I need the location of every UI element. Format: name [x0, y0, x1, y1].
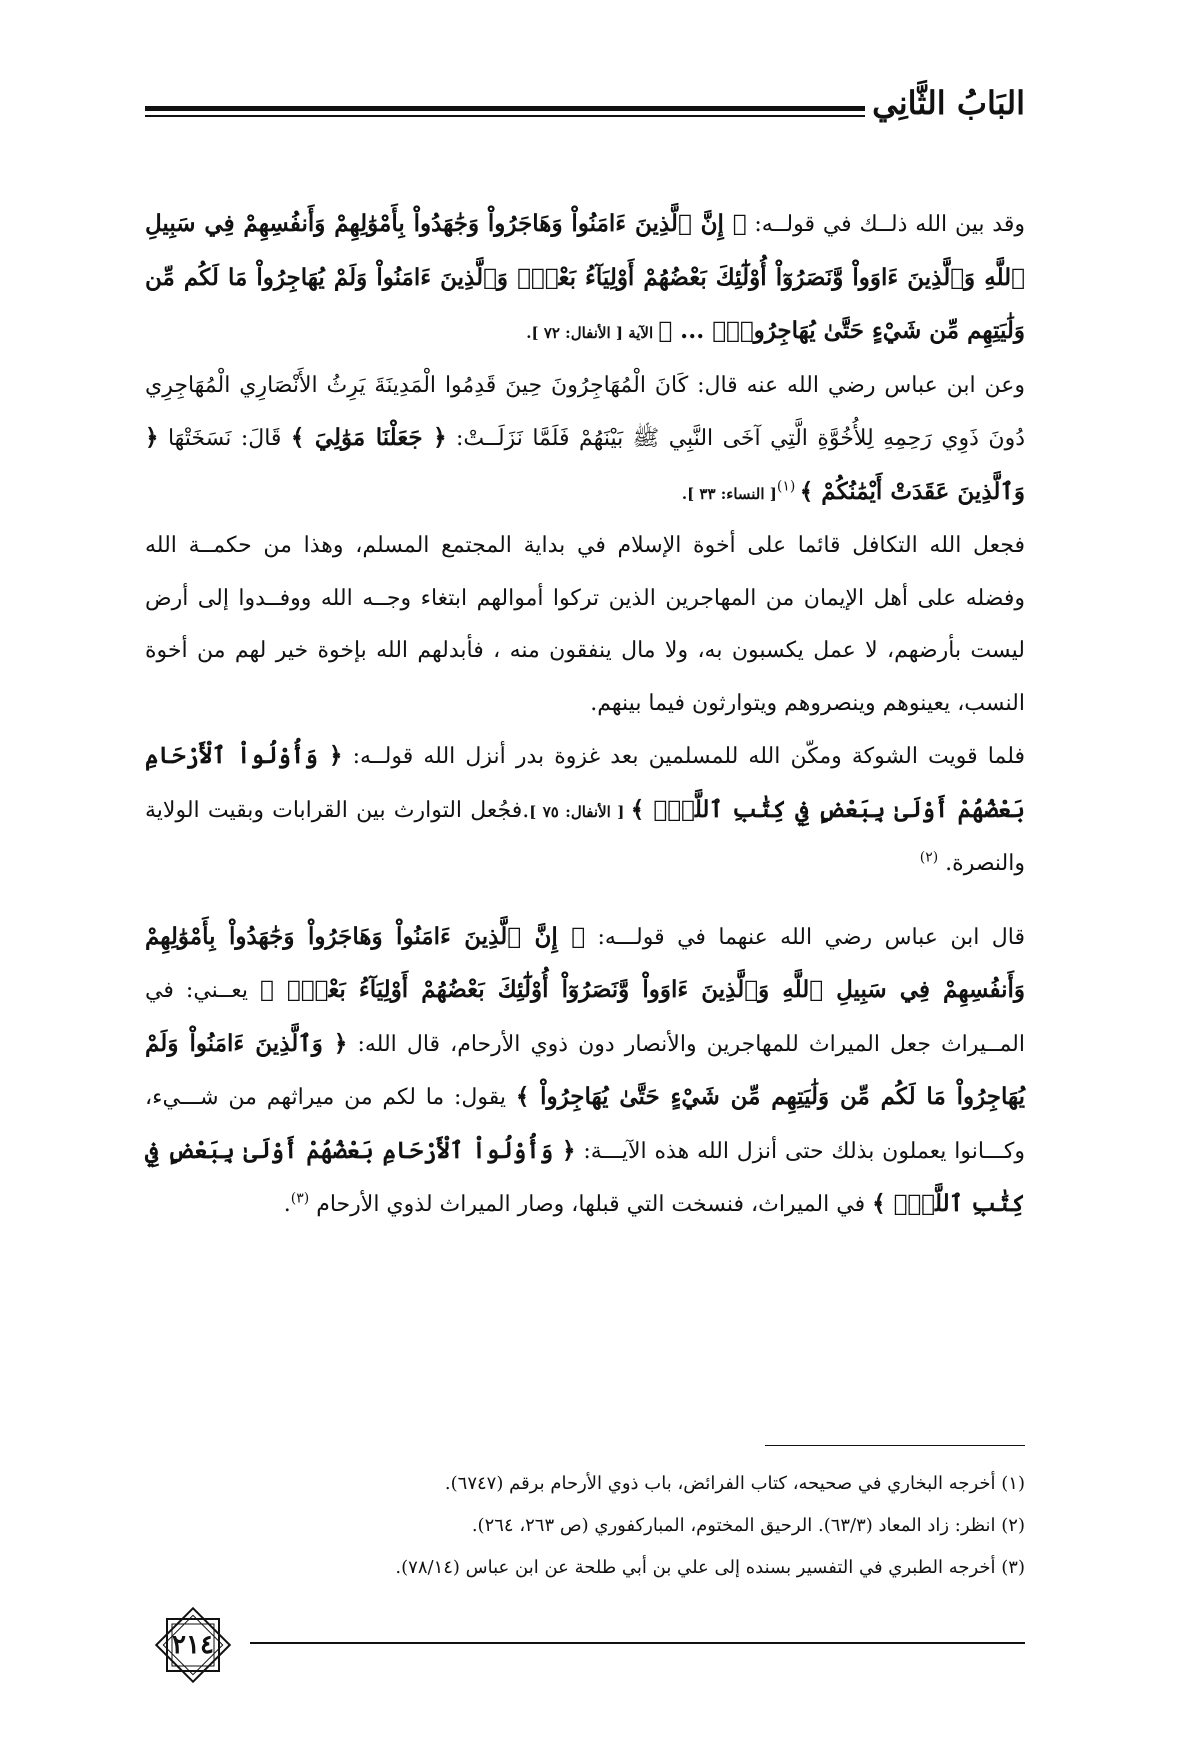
quran-verse: ﴿ وَٱلَّذِينَ عَقَدَتْ أَيْمَٰنُكُمْ ﴾ — [145, 424, 1025, 505]
text-run: فجعل الله التكافل قائما على أخوة الإسلام في بداية المجتمع المسلم، وهذا من حكمــة الله وفضله على أهل الإيمان من المهاجرين الذين تركوا أموالهم ابتغاء وجــه الله ووفــدوا إلى أرض ليست بأرضهم، لا عمل يكسبون به، ولا مال ينفقون منه ، فأبدلهم الله بإخوة خير لهم من أخوة النسب، يعينوهم وينصروهم ويتوارثون فيما بينهم. — [145, 533, 1025, 716]
paragraph-2 — [145, 360, 1025, 521]
chapter-title: البَابُ الثَّانِي — [872, 84, 1025, 122]
footnote-marker: (٣) — [290, 1190, 310, 1207]
page-header — [145, 78, 1025, 138]
page-number-badge — [148, 1600, 238, 1690]
quran-verse: ﴿ وَأُوْلُواْ ٱلْأَرْحَامِ بَعْضُهُمْ أَوْلَىٰ بِبَعْضٍ فِي كِتَٰبِ ٱللَّهِۗ ﴾ — [145, 742, 1025, 823]
text-run: في الميراث، فنسخت التي قبلها، وصار الميراث لذوي الأرحام — [309, 1192, 873, 1217]
footnote-separator — [765, 1445, 1025, 1446]
footnote-2: (٢) انظر: زاد المعاد (٦٣/٣). الرحيق المختوم، المباركفوري (ص ٢٦٣، ٢٦٤). — [471, 1515, 1025, 1536]
verse-reference: الآية [ الأنفال: ٧٢ ]. — [526, 324, 659, 342]
quran-verse: ﴿ جَعَلْنَا مَوَٰلِيَ ﴾ — [290, 424, 447, 451]
paragraph-1 — [145, 198, 1025, 360]
paragraph-5 — [145, 911, 1025, 1232]
main-text — [145, 198, 1025, 1232]
header-rule-thin — [145, 115, 865, 117]
quran-verse: ﴿ وَٱلَّذِينَ ءَامَنُواْ وَلَمْ يُهَاجِرُواْ مَا لَكُم مِّن وَلَٰيَتِهِم مِّن شَيْءٍ حَتَّىٰ يُهَاجِرُواْ ﴾ — [145, 1029, 1025, 1110]
text-run: قال ابن عباس رضي الله عنهما في قولـــه: — [585, 924, 1025, 950]
footnotes — [145, 1463, 1025, 1589]
text-run: .فجُعل التوارث بين القرابات وبقيت الولاية والنصرة. — [145, 797, 1025, 876]
quran-verse: ﴿ وَأُوْلُواْ ٱلْأَرْحَامِ بَعْضُهُمْ أَوْلَىٰ بِبَعْضٍ فِي كِتَٰبِ ٱللَّهِۗ ﴾ — [145, 1136, 1025, 1217]
text-run: قَالَ: نَسَخَتْهَا — [158, 426, 291, 451]
paragraph-4 — [145, 730, 1025, 891]
text-run: . — [283, 1192, 291, 1217]
verse-reference: [ النساء: ٣٣ ]. — [681, 484, 777, 503]
text-run: وقد بين الله ذلــك في قولــه: — [746, 212, 1025, 237]
paragraph-3 — [145, 520, 1025, 730]
page-number: ٢١٤ — [172, 1630, 214, 1660]
text-run: وعن ابن عباس رضي الله عنه قال: كَانَ الْمُهَاجِرُونَ حِينَ قَدِمُوا الْمَدِينَةَ يَرِثُ الأَنْصَارِي الْمُهَاجِرِي دُونَ ذَوِي رَحِمِهِ لِلأُخُوَّةِ الَّتِي آخَى النَّبِي ﷺ بَيْنَهُمْ فَلَمَّا نَزَلَــتْ: — [145, 372, 1026, 451]
footnote-marker: (٢) — [919, 849, 939, 866]
footnote-1: (١) أخرجه البخاري في صحيحه، كتاب الفرائض، باب ذوي الأرحام برقم (٦٧٤٧). — [444, 1473, 1025, 1494]
verse-reference: [ الأنفال: ٧٥ ] — [529, 802, 631, 821]
header-rule-thick — [145, 106, 865, 111]
footnote-3: (٣) أخرجه الطبري في التفسير بسنده إلى علي بن أبي طلحة عن ابن عباس (٧٨/١٤). — [395, 1557, 1025, 1578]
text-run: فلما قويت الشوكة ومكّن الله للمسلمين بعد غزوة بدر أنزل الله قولــه: — [342, 744, 1026, 769]
footnote-marker: (١) — [776, 478, 800, 495]
text-run: يعــني: في المــيراث جعل الميراث للمهاجرين والأنصار دون ذوي الأرحام، قال الله: — [145, 978, 1025, 1057]
quran-verse: ﴿ إِنَّ ٱلَّذِينَ ءَامَنُواْ وَهَاجَرُواْ وَجَٰهَدُواْ بِأَمْوَٰلِهِمْ وَأَنفُسِهِمْ فِي سَبِيلِ ٱللَّهِ وَٱلَّذِينَ ءَاوَواْ وَّنَصَرُوٓاْ أُوْلَٰٓئِكَ بَعْضُهُمْ أَوْلِيَآءُ بَعْضٍۚ ﴾ — [145, 922, 1025, 1003]
quran-verse: ﴿ إِنَّ ٱلَّذِينَ ءَامَنُواْ وَهَاجَرُواْ وَجَٰهَدُواْ بِأَمْوَٰلِهِمْ وَأَنفُسِهِمْ فِي سَبِيلِ ٱللَّهِ وَٱلَّذِينَ ءَاوَواْ وَّنَصَرُوٓاْ أُوْلَٰٓئِكَ بَعْضُهُمْ أَوْلِيَآءُ بَعْضٍۚ وَٱلَّذِينَ ءَامَنُواْ وَلَمْ يُهَاجِرُواْ مَا لَكُم مِّن وَلَٰيَتِهِم مِّن شَيْءٍ حَتَّىٰ يُهَاجِرُواْۚ ... ﴾ — [145, 210, 1025, 344]
text-run: يقول: ما لكم من ميراثهم من شـــيء، وكـــانوا يعملون بذلك حتى أنزل الله هذه الآيـــة: — [145, 1085, 1025, 1164]
footer-rule — [250, 1642, 1025, 1644]
